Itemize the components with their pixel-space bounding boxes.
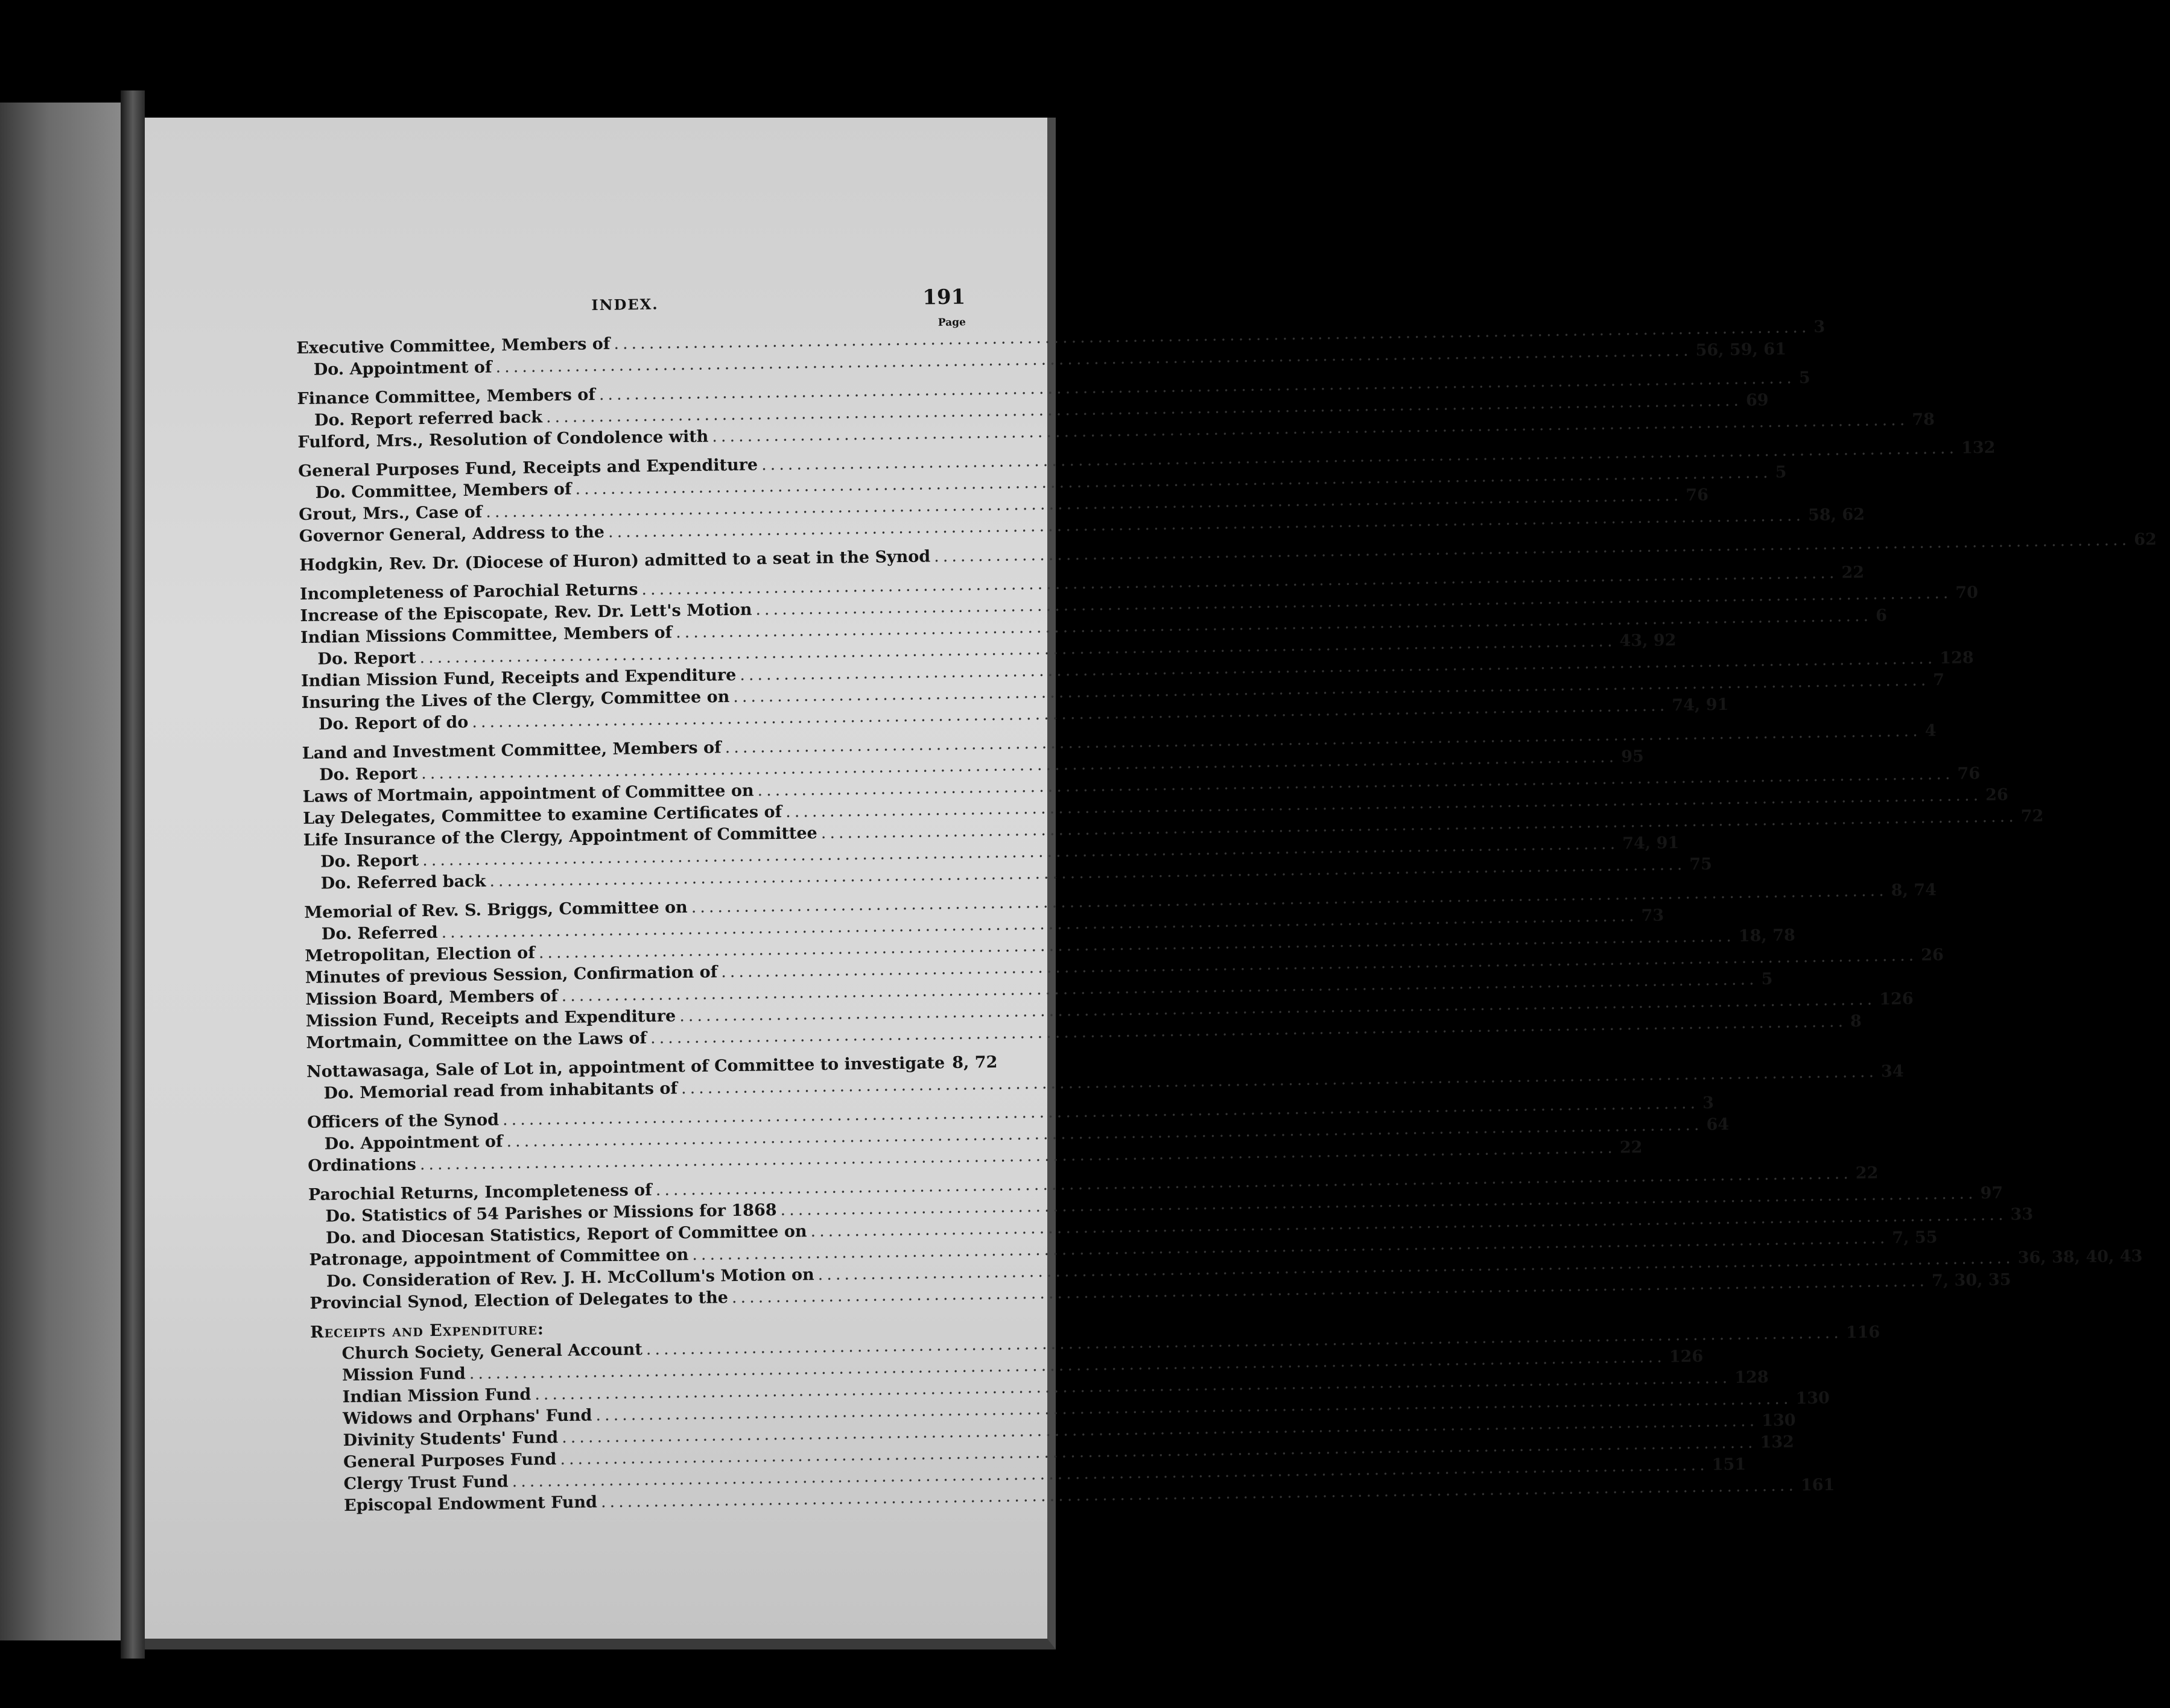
entry-label: Do. and Diocesan Statistics, Report of Committee on <box>325 1222 807 1248</box>
entry-pages: 22 <box>1855 1163 1879 1183</box>
entry-label: Provincial Synod, Election of Delegates to the <box>309 1288 729 1313</box>
entry-pages: 58, 62 <box>1807 505 1865 525</box>
entry-pages: 8 <box>1850 1011 1862 1031</box>
entry-label: Widows and Orphans' Fund <box>342 1406 592 1429</box>
entry-label: Do. Statistics of 54 Parishes or Missions for 1868 <box>325 1201 777 1226</box>
page-number: 191 <box>922 285 966 310</box>
entry-pages: 7, 30, 35 <box>1931 1270 2011 1291</box>
entry-label: Indian Missions Committee, Members of <box>300 623 673 647</box>
entry-pages: 74, 91 <box>1622 833 1680 853</box>
entry-label: Church Society, General Account <box>341 1340 643 1364</box>
entry-label: Laws of Mortmain, appointment of Committee on <box>302 781 754 806</box>
entry-pages: 161 <box>1800 1475 1835 1495</box>
entry-label: General Purposes Fund, Receipts and Expenditure <box>297 455 758 481</box>
entry-pages: 69 <box>1745 390 1769 410</box>
entry-pages: 5 <box>1775 463 1787 482</box>
entry-pages: 22 <box>1619 1137 1643 1157</box>
entry-pages: 4 <box>1924 721 1937 741</box>
entry-pages: 62 <box>2133 530 2157 549</box>
entry-pages: 116 <box>1845 1323 1880 1343</box>
entry-label: Finance Committee, Members of <box>297 385 596 408</box>
entry-pages: 7, 55 <box>1892 1228 1938 1248</box>
entry-label: Indian Mission Fund <box>342 1385 531 1407</box>
entry-pages: 8, 72 <box>952 1052 998 1072</box>
receipts-section <box>309 1312 1880 1517</box>
entry-pages: 43, 92 <box>1619 631 1677 651</box>
entry-pages: 26 <box>1921 945 1944 965</box>
entry-label: Do. Report referred back <box>314 408 543 430</box>
entry-label: Indian Mission Fund, Receipts and Expenditure <box>300 665 737 691</box>
entry-pages: 78 <box>1912 410 1935 429</box>
entry-pages: 72 <box>2020 806 2044 826</box>
dot-leader <box>948 1052 949 1074</box>
entry-pages: 3 <box>1702 1093 1715 1113</box>
entry-label: Do. Report <box>317 648 416 669</box>
entry-label: Do. Memorial read from inhabitants of <box>323 1079 678 1103</box>
entry-pages: 64 <box>1706 1115 1730 1134</box>
entry-label: Mission Fund <box>341 1364 466 1385</box>
entry-pages: 5 <box>1798 368 1810 388</box>
entry-label: Do. Report of do <box>318 713 469 734</box>
entry-pages: 22 <box>1841 563 1865 583</box>
entry-pages: 18, 78 <box>1738 926 1796 946</box>
entry-label: Officers of the Synod <box>307 1110 500 1132</box>
entry-pages: 7 <box>1933 670 1945 690</box>
entry-label: Do. Consideration of Rev. J. H. McCollum's Motion on <box>326 1265 814 1291</box>
dot-leader <box>548 1328 976 1334</box>
entry-label: Lay Delegates, Committee to examine Certificates of <box>303 802 782 828</box>
entry-pages: 132 <box>1760 1432 1795 1452</box>
entry-pages: 130 <box>1795 1388 1830 1408</box>
entry-pages: 151 <box>1712 1455 1746 1475</box>
entry-pages: 76 <box>1686 486 1709 505</box>
entry-pages: 33 <box>2010 1204 2034 1224</box>
entry-label: Nottawasaga, Sale of Lot in, appointment of Committee to investigate <box>306 1054 945 1081</box>
entry-label: Do. Referred back <box>320 871 486 893</box>
entry-label: Parochial Returns, Incompleteness of <box>308 1180 652 1204</box>
entry-label: Mortmain, Committee on the Laws of <box>306 1028 647 1052</box>
page-column-label: Page <box>937 316 966 329</box>
entry-label: Governor General, Address to the <box>299 522 605 546</box>
entry-pages: 95 <box>1621 747 1645 767</box>
entry-pages: 34 <box>1880 1061 1904 1081</box>
entry-pages: 56, 59, 61 <box>1695 340 1787 360</box>
page-title: INDEX. <box>591 295 659 314</box>
entry-label: Receipts and Expenditure: <box>309 1320 545 1342</box>
entry-label: Minutes of previous Session, Confirmation of <box>305 963 718 987</box>
entry-label: Episcopal Endowment Fund <box>343 1493 598 1516</box>
entry-label: Insuring the Lives of the Clergy, Committee on <box>301 688 730 712</box>
entry-label: Memorial of Rev. S. Briggs, Committee on <box>304 898 688 922</box>
entry-pages: 36, 38, 40, 43 <box>2017 1247 2143 1268</box>
entry-label: Do. Report <box>320 851 419 871</box>
entry-label: Do. Committee, Members of <box>315 479 572 502</box>
entry-label: Patronage, appointment of Committee on <box>309 1245 689 1270</box>
entry-pages: 130 <box>1761 1411 1796 1431</box>
entry-pages: 8, 74 <box>1891 881 1937 900</box>
entry-label: Incompleteness of Parochial Returns <box>299 580 638 604</box>
entry-label: Do. Appointment of <box>313 358 492 379</box>
facing-page-edge <box>0 103 121 1640</box>
entry-label: Ordinations <box>308 1155 417 1175</box>
entry-label: Life Insurance of the Clergy, Appointment of Committee <box>303 824 817 850</box>
entry-pages: 5 <box>1761 969 1773 989</box>
entry-pages: 26 <box>1985 785 2008 805</box>
entry-label: Fulford, Mrs., Resolution of Condolence with <box>297 427 709 452</box>
entry-pages: 75 <box>1689 855 1713 874</box>
entry-pages: 73 <box>1641 906 1664 925</box>
entry-pages: 97 <box>1980 1183 2003 1203</box>
entry-label: General Purposes Fund <box>343 1450 557 1472</box>
entry-label: Mission Board, Members of <box>305 987 558 1009</box>
entry-label: Clergy Trust Fund <box>343 1472 509 1494</box>
entry-pages: 126 <box>1669 1347 1704 1367</box>
entry-pages: 128 <box>1734 1368 1769 1387</box>
entry-pages: 126 <box>1879 989 1914 1009</box>
book-spine <box>121 90 145 1659</box>
entry-label: Increase of the Episcopate, Rev. Dr. Lett's Motion <box>300 600 752 625</box>
entry-label: Do. Report <box>319 764 418 785</box>
entry-label: Land and Investment Committee, Members of <box>302 738 722 763</box>
entry-pages: 70 <box>1955 583 1979 603</box>
entry-pages: 3 <box>1813 317 1826 337</box>
index-content <box>296 280 2157 1517</box>
entry-pages: 76 <box>1957 764 1981 783</box>
entry-label: Do. Appointment of <box>324 1132 503 1154</box>
entry-label: Metropolitan, Election of <box>305 943 536 966</box>
entry-pages: 128 <box>1940 648 1974 668</box>
entry-label: Grout, Mrs., Case of <box>298 502 483 524</box>
entry-label: Hodgkin, Rev. Dr. (Diocese of Huron) admitted to a seat in the Synod <box>299 547 931 575</box>
entry-label: Executive Committee, Members of <box>296 334 611 358</box>
entry-label: Mission Fund, Receipts and Expenditure <box>305 1007 676 1031</box>
entry-label: Do. Referred <box>321 923 438 944</box>
entry-pages: 132 <box>1961 438 1996 458</box>
entry-pages: 74, 91 <box>1672 695 1729 715</box>
entry-pages: 6 <box>1875 606 1888 625</box>
entry-label: Divinity Students' Fund <box>343 1428 559 1450</box>
